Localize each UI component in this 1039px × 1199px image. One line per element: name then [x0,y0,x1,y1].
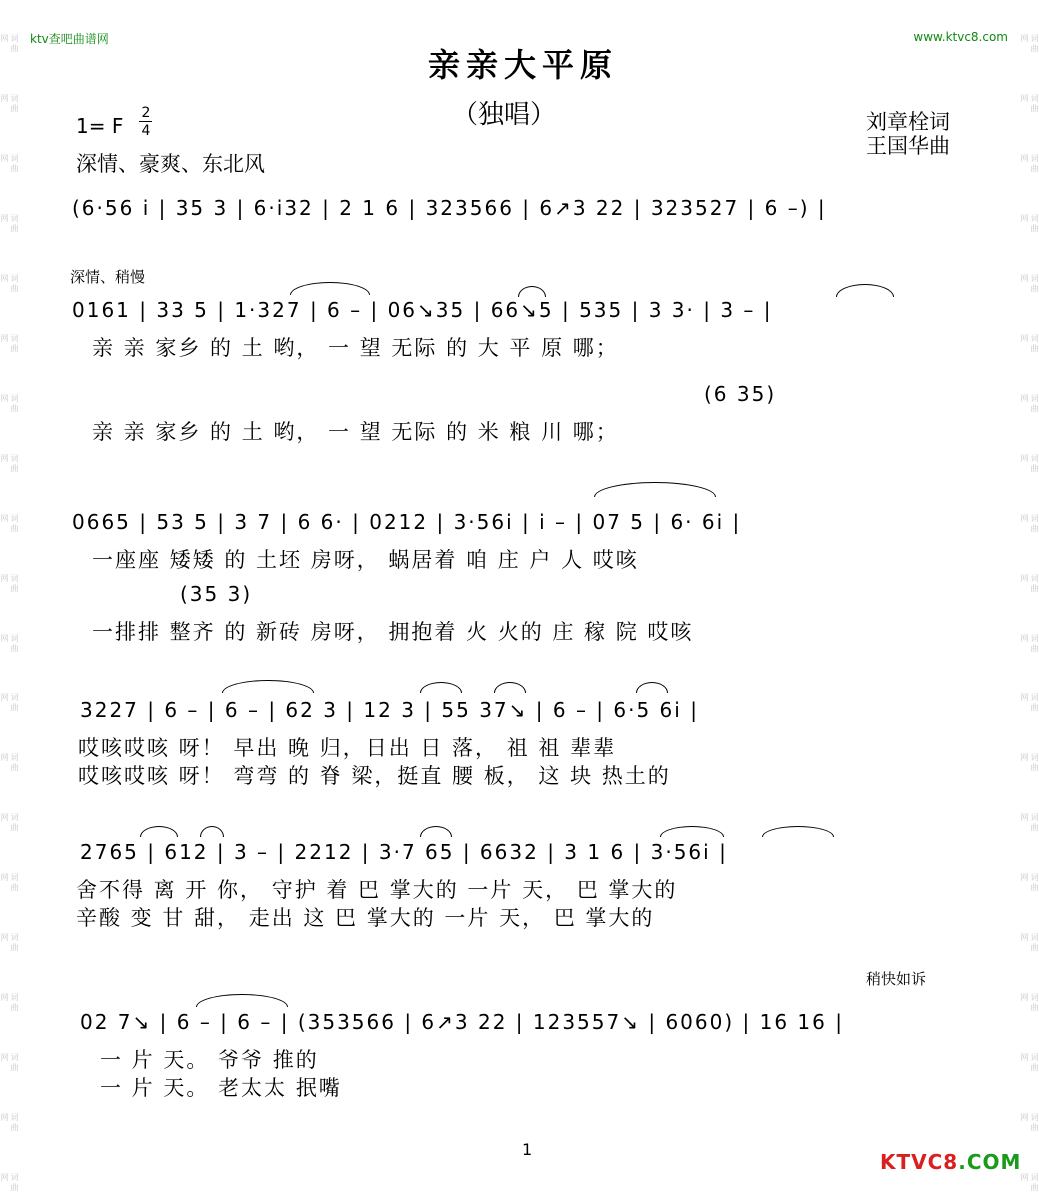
slur [290,282,370,295]
left-watermark-column: 词曲网 词曲网 词曲网 词曲网 词曲网 词曲网 词曲网 词曲网 词曲网 词曲网 词曲网 词曲网 词曲网 词曲网 词曲网 词曲网 词曲网 词曲网 词曲网 词曲网 [0,34,19,1194]
logo-tail-text: .COM [958,1150,1022,1174]
composer-credit: 王国华曲 [866,134,950,158]
lyric-line-3a: 一座座 矮矮 的 土坯 房呀， 蜗居着 咱 庄 户 人 哎咳 [92,548,639,572]
lyric-line-6a: 一 片 天。 爷爷 推的 [100,1048,319,1072]
lyricist-credit: 刘章栓词 [866,110,950,134]
slur [200,826,224,837]
slur [762,826,834,837]
site-name-left[interactable]: ktv查吧曲谱网 [30,32,109,46]
slur [140,826,178,837]
notation-line-6: 02 7↘ | 6 – | 6 – | (353566 | 6↗3 22 | 123557↘ | 6060) | 16 16 | [80,1010,844,1034]
time-signature-bottom: 4 [141,123,151,139]
time-signature-top: 2 [141,105,151,121]
alternate-notes-3: (35 3) [180,582,253,606]
expression-mark-2: 深情、稍慢 [70,268,146,286]
slur [420,682,462,693]
notation-line-4: 3227 | 6 – | 6 – | 62 3 | 12 3 | 55 37↘ | 6 – | 6·5 6i | [80,698,699,722]
song-title: 亲亲大平原 [428,46,619,84]
song-subtitle: （独唱） [452,100,557,130]
lyric-line-2a: 亲 亲 家乡 的 土 哟， 一 望 无际 的 大 平 原 哪； [92,336,619,360]
slur [836,284,894,297]
slur [420,826,452,837]
notation-line-5: 2765 | 612 | 3 – | 2212 | 3·7 65 | 6632 | 3 1 6 | 3·56i | [80,840,728,864]
lyric-line-2b: 亲 亲 家乡 的 土 哟， 一 望 无际 的 米 粮 川 哪； [92,420,619,444]
slur [660,826,724,837]
slur [636,682,668,693]
alternate-notes-2: (6 35) [704,382,777,406]
lyric-line-4a: 哎咳哎咳 呀！ 早出 晚 归，日出 日 落， 祖 祖 辈辈 [78,736,617,760]
slur [594,482,716,497]
lyric-line-4b: 哎咳哎咳 呀！ 弯弯 的 脊 梁，挺直 腰 板， 这 块 热土的 [78,764,671,788]
lyric-line-6b: 一 片 天。 老太太 抿嘴 [100,1076,342,1100]
key-signature: 1= F [76,114,124,138]
lyric-line-5a: 舍不得 离 开 你， 守护 着 巴 掌大的 一片 天， 巴 掌大的 [76,878,678,902]
lyric-line-5b: 辛酸 变 甘 甜， 走出 这 巴 掌大的 一片 天， 巴 掌大的 [76,906,655,930]
notation-line-3: 0665 | 53 5 | 3 7 | 6 6· | 0212 | 3·56i | i – | 07 5 | 6· 6i | [72,510,742,534]
ktvc8-logo[interactable] [880,1150,1021,1174]
slur [518,286,546,297]
notation-line-1: (6·56 i | 35 3 | 6·i32 | 2 1 6 | 323566 | 6↗3 22 | 323527 | 6 –) | [72,196,827,220]
right-watermark-column: 词曲网 词曲网 词曲网 词曲网 词曲网 词曲网 词曲网 词曲网 词曲网 词曲网 词曲网 词曲网 词曲网 词曲网 词曲网 词曲网 词曲网 词曲网 词曲网 词曲网 [1020,34,1039,1194]
style-marking: 深情、豪爽、东北风 [76,152,265,176]
lyric-line-3b: 一排排 整齐 的 新砖 房呀， 拥抱着 火 火的 庄 稼 院 哎咳 [92,620,694,644]
slur [196,994,288,1007]
time-signature-line [139,121,152,122]
site-url-right[interactable]: www.ktvc8.com [913,30,1008,44]
notation-line-2: 0161 | 33 5 | 1·327 | 6 – | 06↘35 | 66↘5 | 535 | 3 3· | 3 – | [72,298,773,322]
slur [222,680,314,693]
logo-main-text: KTVC8 [880,1150,959,1174]
slur [494,682,526,693]
page-number: 1 [522,1140,533,1159]
expression-mark-6: 稍快如诉 [866,970,927,988]
